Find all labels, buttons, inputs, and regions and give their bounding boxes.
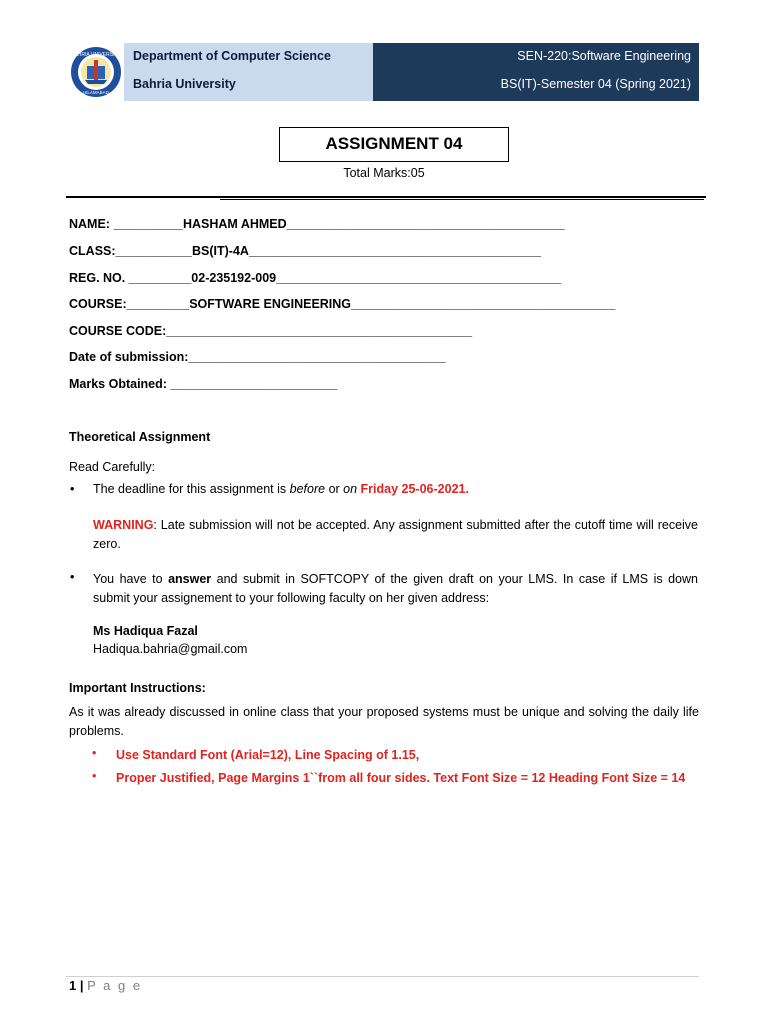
university-name: Bahria University — [133, 77, 236, 91]
instruction-item: Use Standard Font (Arial=12), Line Spacing of 1.15, — [116, 748, 420, 762]
faculty-name: Ms Hadiqua Fazal — [93, 624, 198, 638]
page-footer — [69, 978, 142, 993]
class-field: CLASS:___________BS(IT)-4A__________________________________________ — [69, 244, 541, 258]
page-label: P a g e — [87, 978, 143, 993]
deadline-before: before — [289, 482, 326, 496]
bullet-glyph: • — [92, 769, 97, 783]
faculty-email: Hadiqua.bahria@gmail.com — [93, 642, 248, 656]
deadline-date: Friday 25-06-2021. — [360, 482, 469, 496]
answer-paragraph — [93, 570, 698, 608]
answer-prefix: You have to — [93, 572, 169, 586]
page-number: 1 — [69, 978, 77, 993]
header-divider — [66, 196, 706, 198]
bullet-glyph: • — [92, 746, 97, 760]
course-field: COURSE:_________SOFTWARE ENGINEERING______________________________________ — [69, 297, 616, 311]
important-title: Important Instructions: — [69, 681, 206, 695]
deadline-prefix: The deadline for this assignment is — [93, 482, 290, 496]
bullet-glyph: • — [70, 482, 75, 496]
header-right-band — [373, 43, 699, 101]
answer-suffix: and submit in SOFTCOPY of the given draft on your LMS. In case if LMS is down submit your assignement to your following faculty on her given address: — [93, 572, 698, 605]
important-text: As it was already discussed in online class that your proposed systems must be unique and solving the daily life problems. — [69, 705, 699, 738]
course-code-name: SEN-220:Software Engineering — [517, 49, 691, 63]
header-divider-secondary — [220, 199, 704, 200]
department-name: Department of Computer Science — [133, 49, 331, 63]
date-of-submission-field: Date of submission:_____________________________________ — [69, 350, 446, 364]
logo-bottom-text: ISLAMABAD — [83, 90, 109, 95]
name-field: NAME: __________HASHAM AHMED________________________________________ — [69, 217, 565, 231]
header-left-band — [124, 43, 373, 101]
section-title: Theoretical Assignment — [69, 430, 211, 444]
assignment-title: ASSIGNMENT 04 — [279, 127, 509, 162]
deadline-or: or — [325, 482, 344, 496]
read-carefully-label: Read Carefully: — [69, 460, 156, 474]
answer-bold: answer — [168, 572, 212, 586]
footer-separator: | — [79, 978, 84, 993]
logo-top-text: BAHRIA UNIVERSITY — [71, 52, 121, 58]
footer-divider — [66, 976, 699, 977]
reg-no-field: REG. NO. _________02-235192-009_________________________________________ — [69, 271, 562, 285]
warning-label: WARNING — [93, 518, 154, 532]
deadline-on: on — [343, 482, 358, 496]
bullet-glyph: • — [70, 570, 75, 584]
total-marks: Total Marks:05 — [343, 166, 425, 180]
marks-obtained-field: Marks Obtained: ________________________ — [69, 377, 338, 391]
warning-text: : Late submission will not be accepted. Any assignment submitted after the cutoff time will receive zero. — [93, 518, 698, 551]
instruction-item: Proper Justified, Page Margins 1``from all four sides. Text Font Size = 12 Heading Font Size = 14 — [116, 771, 686, 785]
semester-info: BS(IT)-Semester 04 (Spring 2021) — [500, 77, 691, 91]
university-logo — [70, 46, 122, 98]
deadline-text — [93, 482, 469, 496]
warning-paragraph — [93, 516, 698, 554]
course-code-field: COURSE CODE:____________________________________________ — [69, 324, 473, 338]
